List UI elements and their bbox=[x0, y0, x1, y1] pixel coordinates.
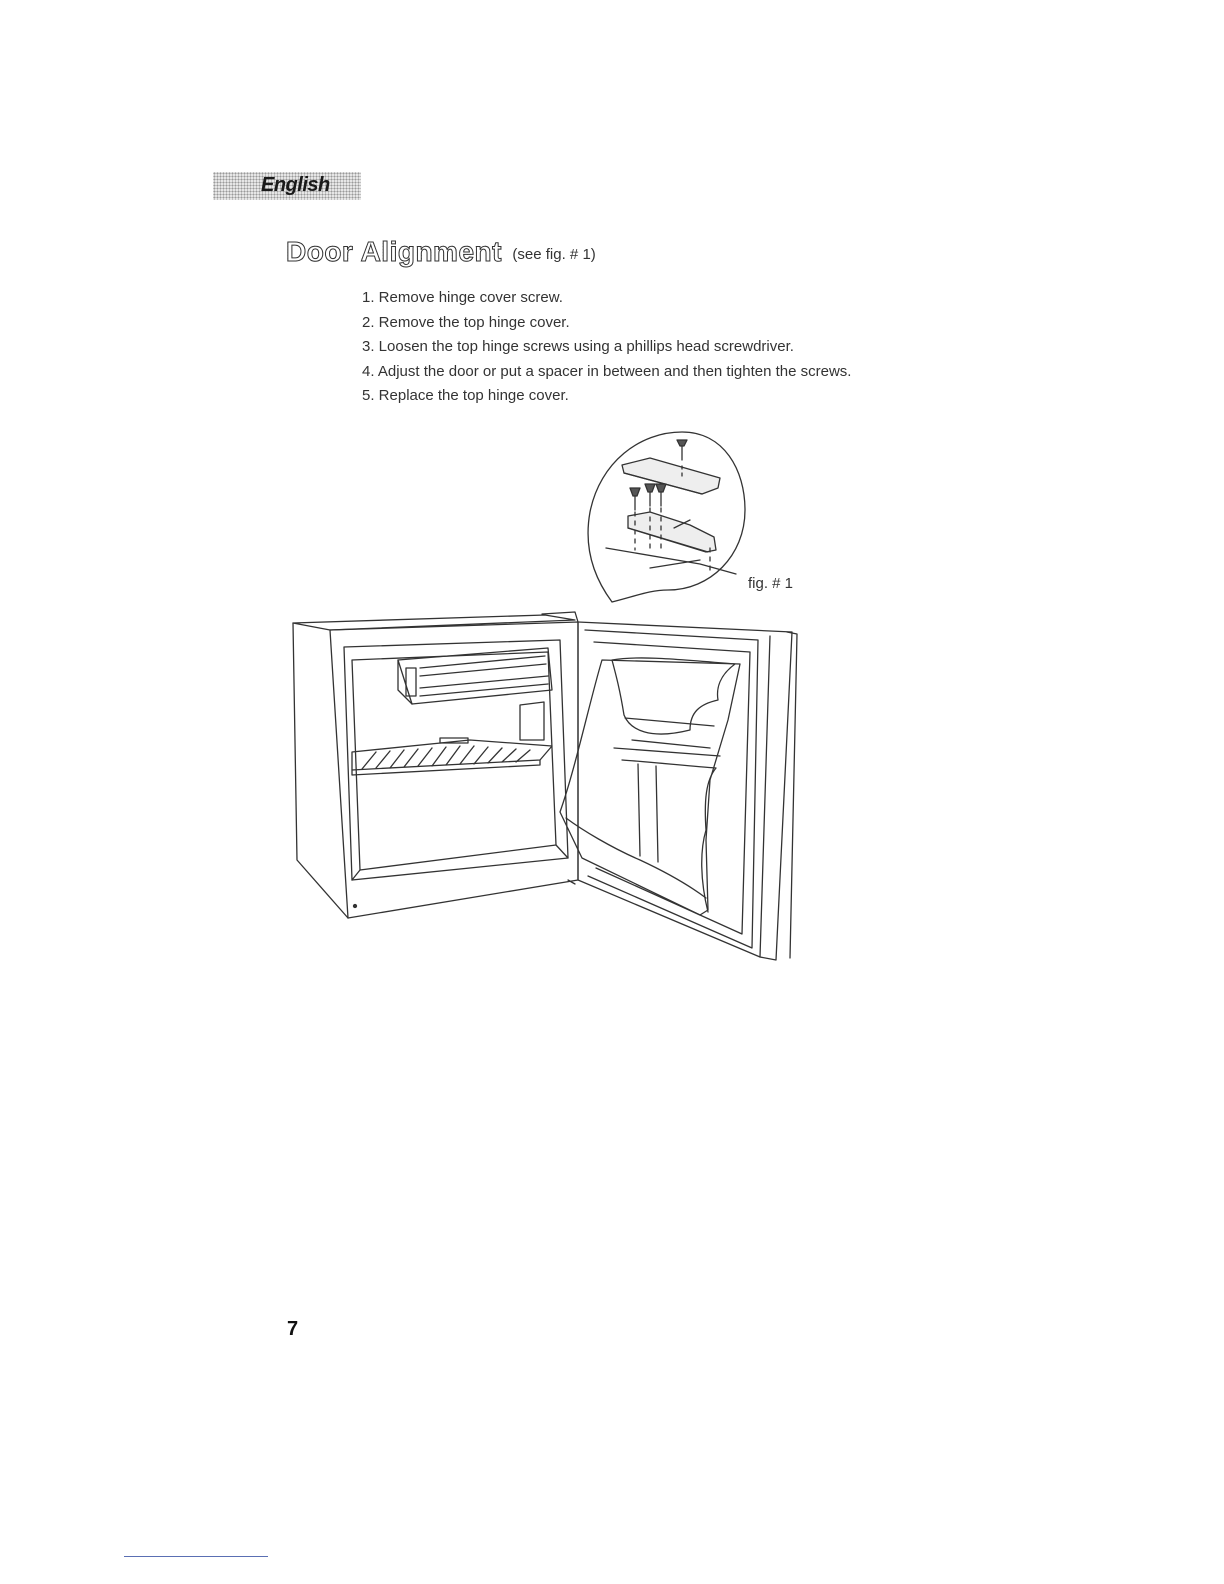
refrigerator-door bbox=[560, 622, 797, 960]
language-label: English bbox=[261, 174, 330, 196]
figure-label: fig. # 1 bbox=[748, 575, 794, 592]
step-item: 4. Adjust the door or put a spacer in between and then tighten the screws. bbox=[362, 362, 852, 380]
refrigerator-hinge-illustration bbox=[280, 425, 820, 970]
language-tab bbox=[213, 172, 361, 200]
footer-rule bbox=[124, 1556, 268, 1557]
hinge-callout bbox=[588, 432, 745, 602]
page-number: 7 bbox=[287, 1318, 299, 1340]
refrigerator-cabinet bbox=[293, 612, 578, 918]
section-heading bbox=[286, 236, 596, 268]
step-item: 2. Remove the top hinge cover. bbox=[362, 313, 570, 331]
step-item: 5. Replace the top hinge cover. bbox=[362, 387, 569, 404]
step-item: 1. Remove hinge cover screw. bbox=[362, 289, 563, 306]
section-title: Door Alignment bbox=[286, 236, 502, 267]
instruction-steps bbox=[362, 286, 851, 409]
step-item: 3. Loosen the top hinge screws using a phillips head screwdriver. bbox=[362, 338, 794, 355]
figure-reference: (see fig. # 1) bbox=[512, 246, 596, 263]
